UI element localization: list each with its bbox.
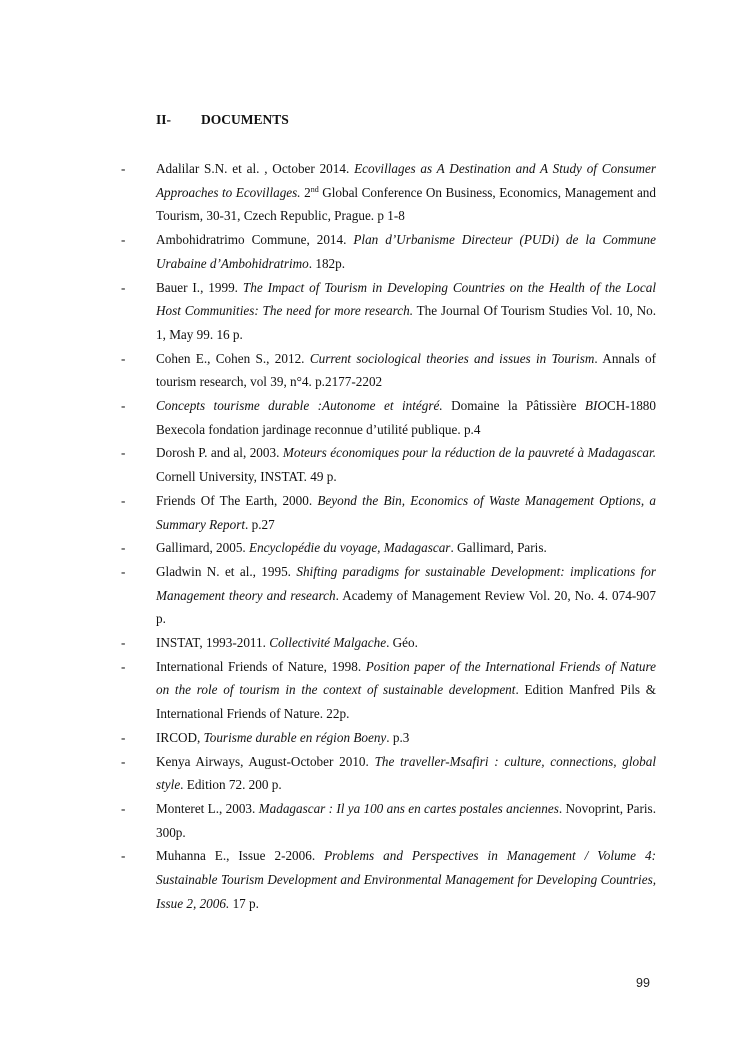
ordinal-suffix: nd xyxy=(310,184,319,194)
reference-author-date: Cohen E., Cohen S., 2012. xyxy=(156,350,310,366)
list-marker: - xyxy=(121,161,126,176)
list-marker: - xyxy=(121,492,126,508)
reference-title: Shifting paradigms for sustainable Development: implications for Management theory and research xyxy=(156,563,656,603)
reference-item xyxy=(121,726,656,750)
list-marker: - xyxy=(121,445,126,461)
list-marker: - xyxy=(121,753,126,769)
reference-title: Problems and Perspectives in Management / Volume 4: Sustainable Tourism Development and Environmental Management for Developing Countries, Issue 2, 2006. xyxy=(156,848,657,911)
reference-italic-term: BIO xyxy=(584,398,607,414)
reference-title: Encyclopédie du voyage, Madagascar xyxy=(249,540,451,556)
reference-detail: . Edition 72. 200 p. xyxy=(180,777,282,793)
reference-author-date: International Friends of Nature, 1998. xyxy=(156,658,366,674)
reference-item xyxy=(121,489,656,536)
reference-detail: . Annals of tourism research, vol 39, n°4. p.2177-2202 xyxy=(156,350,656,390)
reference-detail: . Gallimard, Paris. xyxy=(450,540,547,556)
reference-item xyxy=(121,157,656,228)
reference-detail-continued: Global Conference On Business, Economics, Management and Tourism, 30-31, Czech Republic, Prague. p 1-8 xyxy=(156,184,656,224)
reference-detail: 2 xyxy=(300,184,311,200)
reference-author-date: Adalilar S.N. et al. , October 2014. xyxy=(156,161,355,176)
reference-author-date: Monteret L., 2003. xyxy=(156,800,259,816)
reference-list xyxy=(0,157,745,916)
reference-author-date: Ambohidratrimo Commune, 2014. xyxy=(156,232,354,248)
reference-item xyxy=(121,347,656,394)
reference-author-date: Gladwin N. et al., 1995. xyxy=(156,563,297,579)
page-number: 99 xyxy=(636,976,650,990)
reference-author-date: IRCOD, xyxy=(156,729,204,745)
reference-author-date: Kenya Airways, August-October 2010. xyxy=(156,753,375,769)
reference-author-date: INSTAT, 1993-2011. xyxy=(156,635,270,651)
reference-item xyxy=(121,441,656,488)
reference-detail: The Journal Of Tourism Studies Vol. 10, No. 1, May 99. 16 p. xyxy=(156,303,656,342)
reference-item xyxy=(121,276,656,347)
list-marker: - xyxy=(121,563,126,579)
reference-title: Plan d’Urbanisme Directeur (PUDi) de la Commune Urabaine d’Ambohidratrimo xyxy=(156,232,656,271)
reference-item xyxy=(121,394,656,441)
reference-title: Madagascar : Il ya 100 ans en cartes postales anciennes xyxy=(258,800,559,816)
reference-detail: 17 p. xyxy=(229,895,259,911)
reference-item xyxy=(121,797,656,844)
reference-title: Position paper of the International Friends of Nature on the role of tourism in the context of sustainable development xyxy=(156,658,656,698)
reference-author-date: Gallimard, 2005. xyxy=(156,540,250,556)
reference-author-date: Friends Of The Earth, 2000. xyxy=(156,492,318,508)
reference-title: Current sociological theories and issues in Tourism xyxy=(309,350,595,366)
list-marker: - xyxy=(121,848,126,864)
reference-detail: . Géo. xyxy=(386,635,418,651)
section-number: II- xyxy=(156,112,172,127)
reference-detail: . Novoprint, Paris. 300p. xyxy=(156,800,656,840)
reference-title: Ecovillages as A Destination and A Study of Consumer Approaches to Ecovillages. xyxy=(156,161,656,200)
reference-item xyxy=(121,655,656,726)
list-marker: - xyxy=(121,232,126,248)
reference-title: Tourisme durable en région Boeny xyxy=(203,729,387,745)
section-heading xyxy=(156,112,289,128)
reference-author-date: Bauer I., 1999. xyxy=(156,279,243,295)
list-marker: - xyxy=(121,540,126,556)
reference-detail: Cornell University, INSTAT. 49 p. xyxy=(156,469,337,485)
list-marker: - xyxy=(121,729,126,745)
reference-item xyxy=(121,844,657,915)
list-marker: - xyxy=(121,398,126,414)
section-title: DOCUMENTS xyxy=(201,112,289,127)
reference-item xyxy=(121,560,656,631)
list-marker: - xyxy=(121,350,126,366)
reference-title: Moteurs économiques pour la réduction de la pauvreté à Madagascar. xyxy=(282,445,656,461)
reference-detail: . p.27 xyxy=(245,516,275,532)
reference-detail: Domaine la Pâtissière xyxy=(442,398,585,414)
list-marker: - xyxy=(121,279,126,295)
reference-detail: . 182p. xyxy=(308,255,346,271)
reference-title: Beyond the Bin, Economics of Waste Management Options, a Summary Report xyxy=(156,492,656,532)
reference-detail-continued: CH-1880 Bexecola fondation jardinage reconnue d’utilité publique. p.4 xyxy=(156,398,656,437)
reference-item xyxy=(121,536,656,560)
reference-title: The traveller-Msafiri : culture, connections, global style xyxy=(156,753,657,793)
reference-title: Collectivité Malgache xyxy=(269,635,387,651)
reference-detail: . Edition Manfred Pils & International Friends of Nature. 22p. xyxy=(156,682,656,722)
reference-item xyxy=(121,631,656,655)
reference-author-date: Dorosh P. and al, 2003. xyxy=(156,445,283,461)
reference-item xyxy=(121,228,656,275)
list-marker: - xyxy=(121,800,126,816)
reference-detail: . p.3 xyxy=(386,729,410,745)
list-marker: - xyxy=(121,635,126,651)
reference-title: The Impact of Tourism in Developing Countries on the Health of the Local Host Communities: The need for more research. xyxy=(156,279,656,319)
list-marker: - xyxy=(121,658,126,674)
reference-title: Concepts tourisme durable :Autonome et intégré. xyxy=(156,398,443,414)
reference-detail: . Academy of Management Review Vol. 20, No. 4. 074-907 p. xyxy=(156,587,656,627)
reference-author-date: Muhanna E., Issue 2-2006. xyxy=(156,848,325,864)
reference-item xyxy=(121,750,657,797)
